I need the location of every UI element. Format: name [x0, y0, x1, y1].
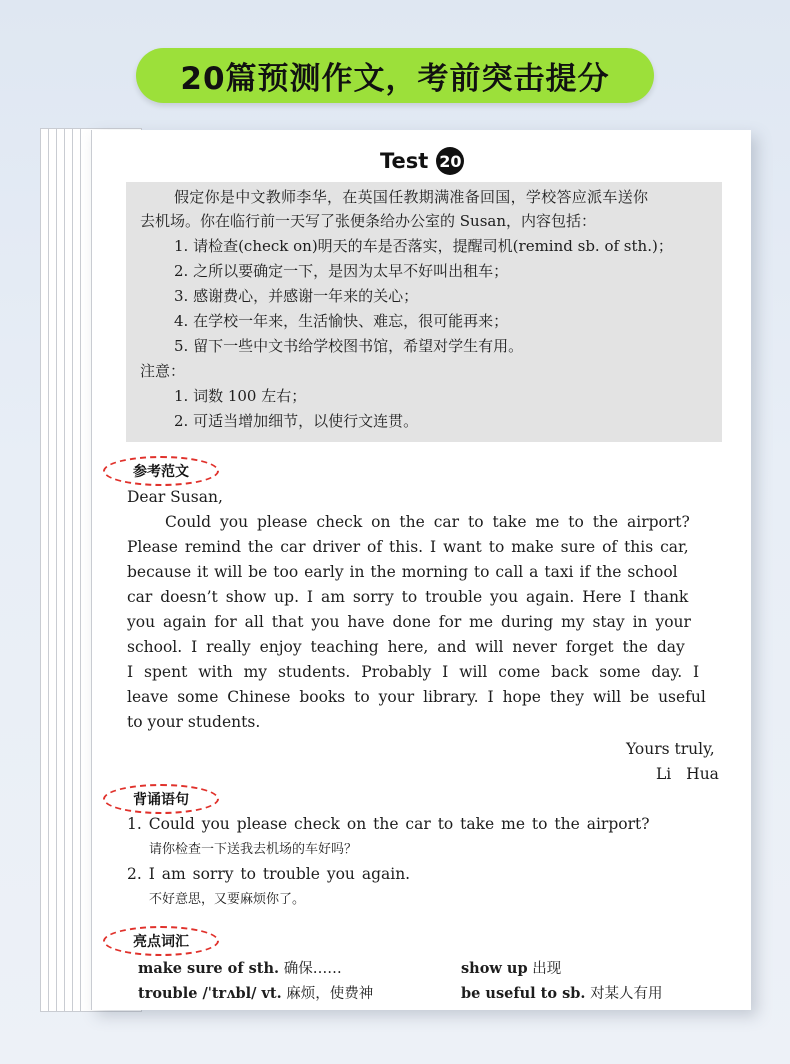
test-number-badge: 20: [436, 147, 464, 175]
task-point: 4. 在学校一年来，生活愉快、难忘，很可能再来；: [174, 312, 509, 330]
task-point: 3. 感谢费心，并感谢一年来的关心；: [174, 287, 419, 305]
vocab-term: trouble /ˈtrʌbl/ vt.: [138, 985, 282, 1002]
essay-line: car doesn’t show up. I am sorry to trouble you again. Here I thank: [127, 588, 689, 606]
notes-label: 注意：: [140, 362, 186, 380]
vocab-meaning: 麻烦，使费神: [286, 986, 374, 1002]
essay-line: Please remind the car driver of this. I want to make sure of this car,: [127, 538, 689, 556]
vocab-term: show up: [461, 960, 528, 977]
task-intro-line: 去机场。你在临行前一天写了张便条给办公室的 Susan，内容包括：: [140, 212, 597, 230]
essay-greeting: Dear Susan,: [127, 488, 223, 506]
vocab-term: be useful to sb.: [461, 985, 586, 1002]
page-banner: 20篇预测作文，考前突击提分: [136, 48, 654, 103]
recite-sentence: 1. Could you please check on the car to take me to the airport?: [127, 815, 650, 833]
vocabulary-tag: 亮点词汇: [103, 926, 219, 956]
essay-line: you again for all that you have done for me during my stay in your: [127, 613, 691, 631]
task-point: 5. 留下一些中文书给学校图书馆，希望对学生有用。: [174, 337, 524, 355]
vocab-meaning: 对某人有用: [590, 986, 663, 1002]
task-note: 1. 词数 100 左右；: [174, 387, 307, 405]
essay-closing: Yours truly,: [626, 740, 715, 758]
vocab-meaning: 出现: [532, 961, 562, 977]
essay-line: school. I really enjoy teaching here, and will never forget the day: [127, 638, 685, 656]
task-note: 2. 可适当增加细节，以使行文连贯。: [174, 412, 419, 430]
essay-line: leave some Chinese books to your library. I hope they will be useful: [127, 688, 706, 706]
essay-line: I spent with my students. Probably I will come back some day. I: [127, 663, 700, 681]
vocab-item: [461, 957, 561, 978]
task-point: 2. 之所以要确定一下，是因为太早不好叫出租车；: [174, 262, 509, 280]
recite-translation: 不好意思，又要麻烦你了。: [149, 892, 306, 907]
vocab-item: [138, 982, 373, 1003]
vocab-term: make sure of sth.: [138, 960, 280, 977]
vocab-item: [461, 982, 663, 1003]
essay-line: to your students.: [127, 713, 261, 731]
vocab-item: [138, 957, 342, 978]
recite-sentences-tag: 背诵语句: [103, 784, 219, 814]
recite-translation: 请你检查一下送我去机场的车好吗？: [149, 842, 358, 857]
test-label: Test: [380, 149, 429, 173]
task-intro-line: 假定你是中文教师李华，在英国任教期满准备回国，学校答应派车送你: [174, 188, 649, 206]
recite-sentence: 2. I am sorry to trouble you again.: [127, 865, 411, 883]
vocab-meaning: 确保……: [283, 961, 342, 977]
sample-essay-tag: 参考范文: [103, 456, 219, 486]
task-point: 1. 请检查(check on)明天的车是否落实，提醒司机(remind sb. of sth.)；: [174, 237, 673, 255]
essay-line: Could you please check on the car to take me to the airport?: [165, 513, 690, 531]
essay-signature: Li Hua: [656, 765, 719, 783]
essay-line: because it will be too early in the morning to call a taxi if the school: [127, 563, 678, 581]
test-title: [380, 146, 464, 176]
